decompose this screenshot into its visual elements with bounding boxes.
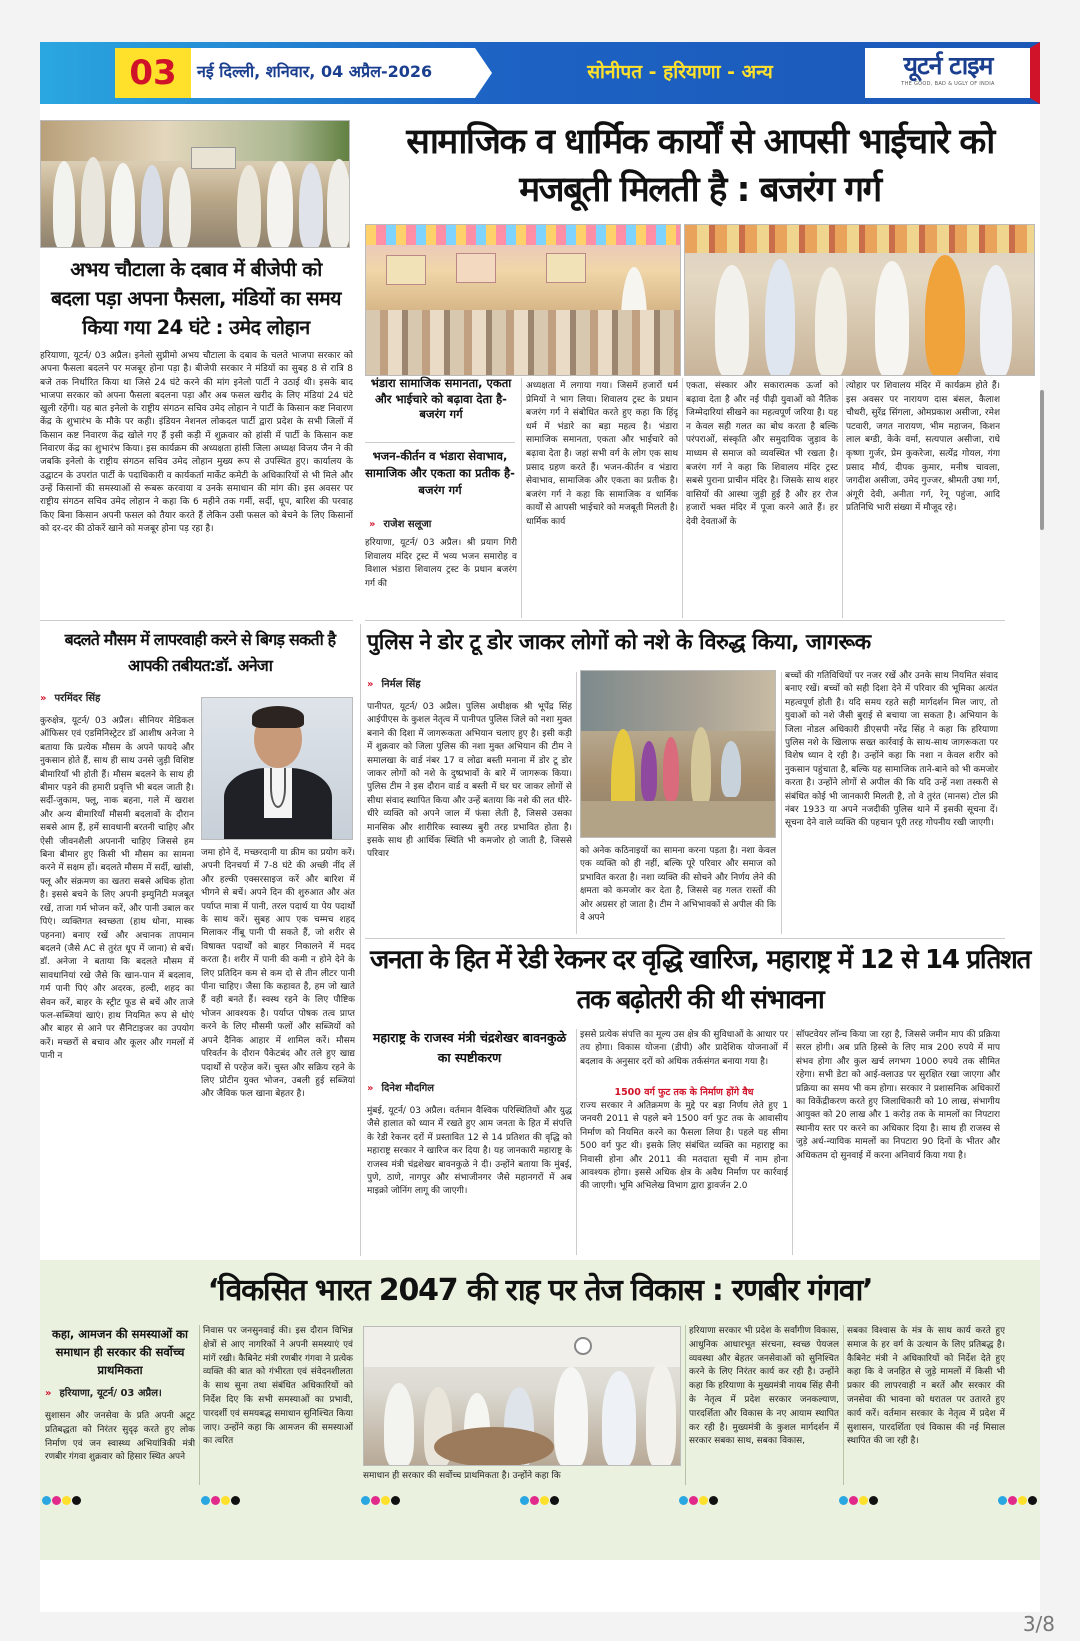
print-registration-marks xyxy=(40,1490,1040,1504)
story1-body: हरियाणा, यूटर्न/ 03 अप्रैल। इनेलो सुप्रीमो अभय चौटाला के दबाव के चलते भाजपा सरकार को अपना फैसला बदलने पर मजबूर होना पड़ा है। बीजेपी सरकार ने मंडियों का सुबह 8 से रात्रि 8 बजे तक निर्धारित किया था जिसे 24 घंटे करने की मांग इनेलो पार्टी ने उठाई थी। इसके बाद भाजपा सरकार को अपना फैसला बदलना पड़ा और अब फसल खरीद के लिए मंडियां 24 घंटे खुली रहेंगी। यह बात इनेलो के राष्ट्रीय संगठन सचिव उमेद लोहान ने पार्टी के किसान कष्ट निवारण केंद्र के शुभारंभ के मौके पर कही। इंडियन नेशनल लोकदल पार्टी द्वारा प्रदेश के सभी जिलों में किसान कष्ट निवारण केंद्र खोले गए हैं इसी कड़ी में शुक्रवार को हांसी में पार्टी के किसान कष्ट निवारण केंद्र का शुभारंभ किया। इस कार्यक्रम की अध्यक्षता हांसी जिला अध्यक्ष विजय जैन ने की जबकि इनेलो के राष्ट्रीय संगठन सचिव उमेद लोहान मुख्य रूप से उपस्थित हुए। कार्यालय के उद्घाटन के उपरांत पार्टी के पदाधिकारी व कार्यकर्ता मार्केट कमेटी के अधिकारियों से भी मिले और उन्हें किसानों की समस्याओं से रूबरू करवाया व उनके समाधान की मांग की। इस अवसर पर राष्ट्रीय संगठन सचिव उमेद लोहान ने कहा कि 6 महीने तक गर्मी, सर्दी, धूप, बारिश की परवाह किए बिना किसान अपनी फसल को तैयार करते हैं लेकिन उसी फसल को बेचने के लिए किसानों को दर-दर की ठोकरें खाने को मजबूर होना पड़ रहा है। xyxy=(40,351,353,534)
story6-byline: » हरियाणा, यूटर्न/ 03 अप्रैल। xyxy=(45,1388,162,1399)
story3-col2: जमा होने दें, मच्छरदानी या क्रीम का प्रयोग करें। अपनी दिनचर्या में 7-8 घंटे की अच्छी नींद लें और हल्की एक्सरसाइज करें और बारिश में भीगने से बचें। अपने दिन की शुरुआत और अंत पर्याप्त मात्रा में पानी, तरल पदार्थ या पेय पदार्थों के साथ करें। सुबह आप एक चम्मच शहद मिलाकर नींबू पानी पी सकते हैं, जो शरीर से विषाक्त पदार्थों को बाहर निकालने में मदद करता है। शरीर में पानी की कमी न होने देने के लिए प्रतिदिन कम से कम दो से तीन लीटर पानी पीना चाहिए। जैसा कि कहावत है, हम जो खाते हैं वही बनते हैं। स्वस्थ रहने के लिए पौष्टिक भोजन आवश्यक है। पर्याप्त पोषक तत्व प्राप्त करने के लिए मौसमी फलों और सब्जियों को अपने दैनिक आहार में शामिल करें। मौसम परिवर्तन के दौरान पैकेटबंद और तले हुए खाद्य पदार्थों से परहेज करें। चुस्त और सक्रिय रहने के लिए प्रोटीन युक्त भोजन, उबली हुई सब्जियां और जैविक फल खाना बेहतर है। xyxy=(201,848,355,1100)
story2-caption-1: भंडारा सामाजिक समानता, एकता और भाईचारे को बढ़ावा देता है- बजरंग गर्ग xyxy=(370,376,512,421)
story2-col4: त्योहार पर शिवालय मंदिर में कार्यक्रम होते हैं। इस अवसर पर नारायण दास बंसल, कैलाश चौधरी, सुरेंद्र सिंगला, ओमप्रकाश असीजा, रमेश पटवारी, जगत नारायण, भीम महाजन, किशन लाल बग्डी, केके वर्मा, सत्यपाल असीजा, राधे कृष्णा गुर्जर, प्रेम कुकरेजा, सत्येंद्र गोयल, गंगा प्रसाद मौर्य, दीपक कुमार, मनीष चावला, जगदीश असीजा, उमेद गुज्जर, श्रीमती उषा गर्ग, अंगूरी देवी, अनीता गर्ग, रेनू पहुंजा, आदि प्रतिनिधि भारी संख्या में मौजूद रहे। xyxy=(846,381,1000,514)
story4-col2: को अनेक कठिनाइयों का सामना करना पड़ता है। नशा केवल एक व्यक्ति को ही नहीं, बल्कि पूरे परिवार और समाज को प्रभावित करता है। नशा व्यक्ति की सोचने और निर्णय लेने की क्षमता को कमजोर कर देता है, जिससे वह गलत रास्तों की ओर अग्रसर हो जाता है। टीम ने अभिभावकों से अपील की कि वे अपने xyxy=(580,846,776,924)
story6-headline: ‘विकसित भारत 2047 की राह पर तेज विकास : रणबीर गंगवा’ xyxy=(207,1273,873,1308)
scrollbar-thumb[interactable] xyxy=(1040,390,1044,530)
story5-subhead: महाराष्ट्र के राजस्व मंत्री चंद्रशेखर बावनकुळे का स्पष्टीकरण xyxy=(372,1030,567,1065)
story5-byline: » दिनेश मौदगिल xyxy=(367,1083,435,1094)
story2-byline: » राजेश सलूजा xyxy=(369,519,432,530)
story6-col1: सुशासन और जनसेवा के प्रति अपनी अटूट प्रतिबद्धता को निरंतर सुदृढ़ करते हुए लोक निर्माण एवं जन स्वास्थ्य अभियांत्रिकी मंत्री रणबीर गंगवा शुक्रवार को हिसार स्थित अपने xyxy=(45,1411,195,1463)
brand-logo xyxy=(868,51,1028,95)
story2-caption-2: भजन-कीर्तन व भंडारा सेवाभाव, सामाजिक और एकता का प्रतीक है- बजरंग गर्ग xyxy=(365,449,515,497)
story3-doctor-photo xyxy=(201,697,353,840)
story2-headline: सामाजिक व धार्मिक कार्यों से आपसी भाईचारे को मजबूती मिलती है : बजरंग गर्ग xyxy=(406,122,994,210)
story4-col1: पानीपत, यूटर्न/ 03 अप्रैल। पुलिस अधीक्षक श्री भूपेंद्र सिंह आईपीएस के कुशल नेतृत्व में पानीपत पुलिस जिले को नशा मुक्त बनाने की दिशा में जागरूकता अभियान चलाए हुए है। इसी कड़ी में शुक्रवार को जिला पुलिस की नशा मुक्त अभियान की टीम ने समालखा के वार्ड नंबर 17 व लोढा बस्ती मनाना में डोर टू डोर जाकर लोगों को नशे के दुष्प्रभावों के बारे में जागरूक किया। पुलिस टीम ने इस दौरान वार्ड व बस्ती में घर घर जाकर लोगों से सीधा संवाद स्थापित किया और उन्हें बताया कि नशे की लत धीरे-धीरे व्यक्ति को अपने जाल में फंसा लेती है, जिससे उसका मानसिक और शारीरिक स्वास्थ्य बुरी तरह प्रभावित होता है। इसके साथ ही आर्थिक स्थिति भी कमजोर हो जाती है, जिससे परिवार xyxy=(367,702,572,860)
story3-byline: » परमिंदर सिंह xyxy=(40,693,101,704)
story5-col2b: राज्य सरकार ने अतिक्रमण के मुद्दे पर बड़ा निर्णय लेते हुए 1 जनवरी 2011 से पहले बने 1500 वर्ग फुट तक के आवासीय निर्माण को नियमित करने का फैसला लिया है। पहले यह सीमा 500 वर्ग फुट थी। इसके लिए संबंधित व्यक्ति का महाराष्ट्र का निवासी होना और 2011 की मतदाता सूची में नाम होना आवश्यक होगा। इससे अधिक क्षेत्र के अवैध निर्माण पर कार्रवाई की जाएगी। भूमि अभिलेख विभाग द्वारा ड्रावर्जन 2.0 xyxy=(580,1101,788,1192)
story4-photo xyxy=(580,670,776,838)
story2-col3: एकता, संस्कार और सकारात्मक ऊर्जा को बढ़ावा देता है और नई पीढ़ी युवाओं को नैतिक जिम्मेदारियां सीखने का महत्वपूर्ण जरिया है। यह न केवल सही गलत का बोध करता है बल्कि परंपराओं, संस्कृति और समुदायिक जुड़ाव के माध्यम से समाज को व्यवस्थित भी रखता है। बजरंग गर्ग ने कहा कि शिवालय मंदिर ट्रस्ट सबसे पुराना प्राचीन मंदिर है। जिसके साथ शहर वासियों की आस्था जुड़ी हुई है और हर रोज हजारों भक्त मंदिर में पूजा करने आते हैं। हर देवी देवताओं के xyxy=(686,381,838,527)
story2-photo-right xyxy=(684,224,1035,376)
story2-col1: हरियाणा, यूटर्न/ 03 अप्रैल। श्री प्रयाग गिरी शिवालय मंदिर ट्रस्ट में भव्य भजन समारोह व विशाल भंडारा शिवालय ट्रस्ट के प्रधान बजरंग गर्ग की xyxy=(365,538,517,589)
story6-col3: हरियाणा सरकार भी प्रदेश के सर्वांगीण विकास, आधुनिक आधारभूत संरचना, स्वच्छ पेयजल व्यवस्था और बेहतर जनसेवाओं को सुनिश्चित करने के लिए निरंतर कार्य कर रही है। उन्होंने कहा कि हरियाणा के मुख्यमंत्री नायब सिंह सैनी के नेतृत्व में प्रदेश सरकार जनकल्याण, पारदर्शिता और विकास के नए आयाम स्थापित कर रही है। मुख्यमंत्री के कुशल मार्गदर्शन में सरकार सबका साथ, सबका विकास, xyxy=(689,1326,839,1447)
story6-subhead: कहा, आमजन की समस्याओं का समाधान ही सरकार की सर्वोच्च प्राथमिकता xyxy=(52,1327,188,1377)
story5-col1: मुंबई, यूटर्न/ 03 अप्रैल। वर्तमान वैश्विक परिस्थितियों और युद्ध जैसे हालात को ध्यान में रखते हुए आम जनता के हित में संपत्ति के रेडी रेकनर दरों में प्रस्तावित 12 से 14 प्रतिशत की वृद्धि को महाराष्ट्र सरकार ने खारिज कर दिया है। यह जानकारी महाराष्ट्र के राजस्व मंत्री चंद्रशेखर बावनकुळे ने दी। उन्होंने बताया कि मुंबई, पुणे, ठाणे, नागपुर और संभाजीनगर जैसे महानगरों में अब माइक्रो जोनिंग लागू की जाएगी। xyxy=(367,1106,572,1197)
story2-photo-left xyxy=(365,224,681,376)
story2-col2: अध्यक्षता में लगाया गया। जिसमें हजारों धर्म प्रेमियों ने भाग लिया। शिवालय ट्रस्ट के प्रधान बजरंग गर्ग ने संबोधित करते हुए कहा कि हिंदू धर्म में भंडारे का बड़ा महत्व है। भंडारा सामाजिक समानता, एकता और भाईचारे को बढ़ावा देता है। जहां सभी वर्ग के लोग एक साथ प्रसाद ग्रहण करते हैं। भजन-कीर्तन व भंडारा सेवाभाव, सामाजिक और एकता का प्रतीक है। बजरंग गर्ग ने कहा कि सामाजिक व धार्मिक कार्यों से आपसी भाईचारे को मजबूती मिलती है। धार्मिक कार्य xyxy=(526,381,678,527)
story1-photo xyxy=(40,120,350,248)
section-name: सोनीपत - हरियाणा - अन्य xyxy=(587,61,773,83)
newspaper-page xyxy=(40,42,1040,1612)
story1-headline: अभय चौटाला के दबाव में बीजेपी को बदला पड़ा अपना फैसला, मंडियों का समय किया गया 24 घंटे : उमेद लोहान xyxy=(51,258,341,339)
story5-col3: सॉफ्टवेयर लॉन्च किया जा रहा है, जिससे जमीन माप की प्रक्रिया सरल होगी। अब प्रति हिस्से के लिए मात्र 200 रुपये में माप संभव होगा और कुल खर्च लगभग 1000 रुपये तक सीमित रहेगा। सभी डेटा को आई-क्लाउड पर सुरक्षित रखा जाएगा और प्रक्रिया का समय भी कम होगा। सरकार ने प्रशासनिक अधिकारों का विकेंद्रीकरण करते हुए जिलाधिकारी को 10 लाख, संभागीय आयुक्त को 20 लाख और 1 करोड़ तक के मामलों का निपटारा स्थानीय स्तर पर करने का अधिकार दिया है। साथ ही राजस्व से जुड़े अर्ध-न्यायिक मामलों का निपटारा 90 दिनों के भीतर और अधिकतम दो सुनवाई में करना अनिवार्य किया गया है। xyxy=(796,1030,1000,1161)
story4-col3: बच्चों की गतिविधियों पर नजर रखें और उनके साथ नियमित संवाद बनाए रखें। बच्चों को सही दिशा देने में परिवार की भूमिका अत्यंत महत्वपूर्ण होती है। यदि समय रहते सही मार्गदर्शन मिल जाए, तो युवाओं को नशे जैसी बुराई से बचाया जा सकता है। अभियान के जिला नोडल अधिकारी डीएसपी नरेंद्र सिंह ने कहा कि हरियाणा पुलिस नशे के खिलाफ सख्त कार्रवाई के साथ-साथ जागरूकता पर विशेष ध्यान दे रही है। उन्होंने कहा कि नशा न केवल शरीर को नुकसान पहुंचाता है, बल्कि यह सामाजिक ताने-बाने को भी कमजोर करता है। उन्होंने लोगों से अपील की कि यदि उन्हें नशा तस्करी से संबंधित कोई भी जानकारी मिलती है, तो वे तुरंत (मानस) टोल फ्री नंबर 1933 या अपने नजदीकी पुलिस थाने में इसकी सूचना दें। सूचना देने वाले व्यक्ति की पहचान पूरी तरह गोपनीय रखी जाएगी। xyxy=(785,671,998,829)
page-number: 03 xyxy=(129,53,177,93)
story6-col-mid: समाधान ही सरकार की सर्वोच्च प्राथमिकता है। उन्होंने कहा कि xyxy=(363,1471,561,1481)
brand-tagline: THE GOOD, BAD & UGLY OF INDIA xyxy=(901,81,995,87)
story3-col1: कुरुक्षेत्र, यूटर्न/ 03 अप्रैल। सीनियर मेडिकल ऑफिसर एवं एडमिनिस्ट्रेटर डॉ आशीष अनेजा ने बताया कि प्रत्येक मौसम के अपने फायदे और नुकसान होते हैं, साथ ही साथ उनसे जुड़ी विशिष्ट बीमारियाँ भी होती हैं। मौसम बदलने के साथ ही बीमार पड़ने की हमारी प्रवृत्ति भी बदल जाती है। सर्दी-जुकाम, फ्लू, नाक बहना, गले में खराश और अन्य बीमारियाँ मौसमी बदलावों के दौरान सबसे आम हैं, हमें सावधानी बरतनी चाहिए और ऐसी जीवनशैली अपनानी चाहिए जिससे हम बिना बीमार हुए किसी भी मौसम का सामना करने में सक्षम हों। बदलते मौसम में सर्दी, खांसी, फ्लू और संक्रमण का खतरा सबसे अधिक होता है। इससे बचने के लिए अपनी इम्युनिटी मजबूत रखें, ताजा गर्म भोजन करें, और पानी उबाल कर पिएं। व्यक्तिगत स्वच्छता (हाथ धोना, मास्क पहनना) बनाए रखें और अचानक तापमान बदलने (जैसे AC से तुरंत धूप में जाना) से बचें। डॉ. अनेजा ने बताया कि बदलते मौसम में सावधानियां रखे जैसे कि खान-पान में बदलाव, गर्म पानी पिएं और अदरक, हल्दी, शहद का सेवन करें, बाहर के स्ट्रीट फूड से बचें और ताजे फल-सब्जियां खाएं। हाथ नियमित रूप से धोएं और बाहर से आने पर सैनिटाइजर का उपयोग करें। मच्छरों से बचाव और कूलर और गमलों में पानी न xyxy=(40,716,194,1062)
story6-col2: निवास पर जनसुनवाई की। इस दौरान विभिन्न क्षेत्रों से आए नागरिकों ने अपनी समस्याएं एवं मांगें रखी। कैबिनेट मंत्री रणबीर गंगवा ने प्रत्येक व्यक्ति की बात को गंभीरता एवं संवेदनशीलता के साथ सुना तथा संबंधित अधिकारियों को निर्देश दिए कि सभी समस्याओं का प्रभावी, पारदर्शी एवं समयबद्ध समाधान सुनिश्चित किया जाए। उन्होंने कहा कि आमजन की समस्याओं का त्वरित xyxy=(203,1326,353,1447)
brand-name: यूटर्न टाइम xyxy=(903,51,993,80)
story5-col2-subhead: 1500 वर्ग फुट तक के निर्माण होंगे वैध xyxy=(614,1087,754,1098)
story3-headline: बदलते मौसम में लापरवाही करने से बिगड़ सकती है आपकी तबीयत:डॉ. अनेजा xyxy=(64,630,336,675)
masthead xyxy=(40,42,1040,104)
story5-col2a: इससे प्रत्येक संपत्ति का मूल्य उस क्षेत्र की सुविधाओं के आधार पर तय होगा। विकास योजना (डीपी) और प्रादेशिक योजनाओं में बदलाव के अनुसार दरों को अधिक तर्कसंगत बनाया गया है। xyxy=(580,1030,788,1067)
story6-photo xyxy=(363,1326,681,1466)
story6-col4: सबका विश्वास के मंत्र के साथ कार्य करते हुए समाज के हर वर्ग के उत्थान के लिए प्रतिबद्ध है। कैबिनेट मंत्री ने अधिकारियों को निर्देश देते हुए कहा कि वे जनहित से जुड़े मामलों में किसी भी प्रकार की लापरवाही न बरतें और सरकार की जनसेवा की भावना को धरातल पर उतारते हुए कार्य करें। वर्तमान सरकार के नेतृत्व में प्रदेश में सुशासन, पारदर्शिता एवं विकास की नई मिसाल स्थापित की जा रही है। xyxy=(847,1326,1005,1447)
page-indicator: 3/8 xyxy=(1022,1612,1055,1636)
story4-byline: » निर्मल सिंह xyxy=(367,679,421,690)
story4-headline: पुलिस ने डोर टू डोर जाकर लोगों को नशे के विरुद्ध किया, जागरूक xyxy=(367,630,871,655)
dateline: नई दिल्ली, शनिवार, 04 अप्रैल-2026 xyxy=(197,62,433,81)
story5-headline: जनता के हित में रेडी रेकनर दर वृद्धि खारिज, महाराष्ट्र में 12 से 14 प्रतिशत तक बढ़ोतरी की थी संभावना xyxy=(369,945,1031,1015)
